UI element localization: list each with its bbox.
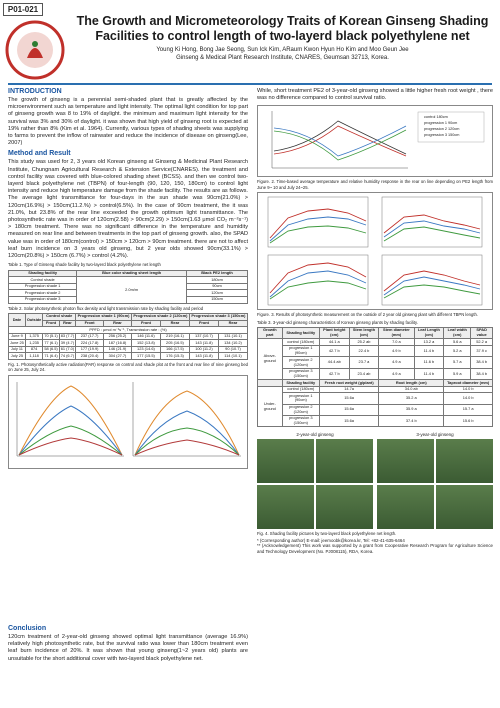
institute-logo [5,20,65,80]
table2-cell: 131 (10.1) [218,333,247,340]
table2-cell: 874 [25,346,42,353]
table1-header: Shading facility [9,270,77,277]
fig3-chart [258,193,492,309]
table3-cell: 42.7 b [319,345,349,356]
table3-cell: 4.9 a [379,357,414,368]
table2-header: Date [9,313,26,326]
table2-cell: 77 (6.1) [44,339,58,345]
conclusion-text: 120cm treatment of 2-year-old ginseng showed optimal light transmittance (average 16.9%) relatively high photosynthetic rate, but the survival ratio was lower than 180cm treatment even leaf burn incidence of 20%. It was shown that young ginseng(1~2 years old) plants are unsuitable for the short additional cover with two-layerd black polyethylene net. [8,634,248,662]
fig1-chart [9,376,247,468]
fig1-panel [8,375,248,469]
table2-cell: 205 (16.5) [160,340,189,347]
table3-cell: 4.9 b [379,345,414,356]
table3-cell: progression 3 (150cm) [282,416,319,427]
fig4-right-label: 3-year-old ginseng [416,432,454,438]
table2-cell: 146 (21.9) [104,346,132,353]
table2-caption: Table 2. Solar photosynthetic photon flux density and light transmission rate by shading facility and period [8,305,204,311]
right-intro-text: While, short treatment PE2 of 3-year-old ginseng showed a little higher fresh root weight , there was no difference compared to control survival ratio. [257,88,493,102]
table3-cell: 35.2 a [379,393,444,404]
table2-cell: 177 (15.5) [131,353,160,360]
fig3-subplot-3 [268,255,368,305]
table3-group-cell: Under-ground [258,386,283,427]
table3-spacer [258,380,283,387]
legend-item: progression 3 150cm [424,133,460,138]
photo-2yr-c [257,485,314,529]
photo-2yr-a [257,439,314,483]
table3-cell: 34.0 ab [379,386,444,393]
table2-cell: 83 (7.7) [60,333,75,339]
table2-cell: 123 (14.6) [131,346,160,353]
fig1-caption: Fig. 1. Photosynthetically active radiation(PAR) response on control and shade plot at the front and rear line of nine ginseng bed on June 25, July 24. [8,362,248,373]
fig4-left [257,431,373,528]
table3-caption: Table 3. 3-year-old ginseng characteristics of Korean ginseng plants by shading facility. [257,319,418,325]
table3-cell: 44.4 ab [319,357,349,368]
table3 [257,327,493,427]
table3-cell: 11.6 b [414,357,444,368]
intro-heading: INTRODUCTION [8,88,62,95]
table2 [8,313,248,360]
table2-header: Outside [25,313,42,326]
table3-cell: 15.7 a [444,404,493,415]
conclusion-heading: Conclusion [8,625,47,632]
footnote-1: * (Corresponding author) E-mail: jeemoobk@korea.kr, Tel: +82-41-635-6464 [257,538,405,543]
table2-cell: 1,375 [25,333,42,340]
fig4-panel [257,431,493,528]
table-row [258,416,493,427]
table3-header: Leaf width (cm) [444,328,471,339]
table3-cell: 5.7 a [444,357,471,368]
table2-header: Progression shade 1 (90cm) [77,313,130,319]
table1-merged-cell: 2.0m/m [77,277,187,303]
table-row [9,346,248,353]
table3-above-body [258,339,493,380]
table3-cell: 44.1 a [319,339,349,346]
method-text: This study was used for 2, 3 years old Korean ginseng at Ginseng & Medicinal Plant Research Institute, Chungnam Agricultural Research & Extension Service(CNARES). the treatment and control facility was covered with blue-colored shading sheet (BCSS). and then we control two-layerd black polyethylene net (TBPN) of four-length (90, 120, 150, 180cm) to control light intensity and reduce high temperature damage from the shade facility. The results are as follows. The average light transmittance for four-days in the sun shade was 90cm(21.0%) > 120cm(16.9%) > 150cm(11.2.%) > control(6.5%). In the case of 90cm treatment, the it was 21.0%, but 23.8% of the rear line exceeded the growth optimum light transmittance. The photosynthetic rate was in order of 120cm(2.58) > 90cm(2.29) > 150cm(1.63 μmol CO₂ m⁻²s⁻¹) > 180cm treatment. There was no significant difference in the temperature and humidity measured on rear line and between treatments in the top part of ginseng growth. also, the SPAD value was in order of 180cm(control) > 150cm > 120cm > 90cm treatment. there are not to affect leaf burn incidence on 3 years old ginseng, but 2 year olds showed 90cm(33.1%) > 120cm(20.8%) > 150cm (6.7%) > control (4.2%). [8,159,248,260]
table3-cell: 23.4 ab [349,368,379,379]
table1-cell: 90cm [187,283,248,290]
table2-cell: 39 (4.7) [60,339,75,345]
fig3-subplot-1 [268,197,368,247]
table3-cell: 38.4 b [471,357,493,368]
table2-cell: 237 (17.7) [76,333,104,340]
table1-cell: Control shade [9,277,77,284]
photo-2yr-b [316,439,373,483]
fig2-caption: Figure. 2. Time-based average temperature and relative humidity response in the rear on line depending on PE2 length from June 9~ 10 and July 24~25. [257,179,493,190]
fig3-subplot-4 [382,255,482,305]
table2-cell: July 11 [9,346,26,353]
table3-header: Stem length (cm) [349,328,379,339]
photo-2yr-d [316,485,373,529]
table-row [258,404,493,415]
table3-cell: 38.4 b [471,368,493,379]
table3-cell: 25.2 ab [349,339,379,346]
table1-cell: Progression shade 1 [9,283,77,290]
table3-cell: 15.6a [319,416,378,427]
title-line-1: The Growth and Micrometeorology Traits of Korean Ginseng Shading [76,14,489,28]
table3-cell: progression 1 (90cm) [282,345,319,356]
table3-header: Plant height (cm) [319,328,349,339]
table2-cell: 1,235 [25,340,42,347]
table3-cell: 23.7 a [349,357,379,368]
table2-cell: 304 (27.7) [104,353,132,360]
table3-header: Growth part [258,328,283,339]
photo-3yr-c [377,485,434,529]
fig3-subplot-2 [382,197,482,247]
table3-cell: 42.7 b [319,368,349,379]
photo-3yr-b [436,439,493,483]
affiliation: Ginseng & Medical Plant Research Institute, CNARES, Geumsan 32713, Korea. [176,55,389,61]
legend-item: control 180cm [424,115,448,120]
table3-header: Taproot diameter (mm) [444,380,493,387]
fig1-subplot-2 [133,382,241,456]
table2-cell: 100 (11.2) [189,346,218,353]
table2-body [9,333,248,359]
photo-3yr-d [436,485,493,529]
table2-cell: 137 (10.7) [189,333,218,340]
table2-cell: 146 (11.6) [131,333,160,340]
table1-cell: 120cm [187,290,248,297]
table-row [9,333,248,340]
table2-cell: 71 (6.4) [44,352,58,358]
table1-cell: 150cm [187,296,248,303]
fig1-subplot-1 [17,382,124,456]
table-row [258,357,493,368]
table2-cell: June 9 [9,333,26,340]
table3-cell: 15.6 b [444,416,493,427]
table2-cell: 256 (25.2) [104,333,132,340]
table3-cell: 14.0 b [444,386,493,393]
table3-cell: 4.9 a [379,368,414,379]
table-row [258,368,493,379]
table3-header: Root length (cm) [379,380,444,387]
table2-cell: 143 (11.8) [189,353,218,360]
table2-cell: 177 (19.9) [76,346,104,353]
fig3-panel [257,192,493,310]
table2-header: Progression shade 3 (150cm) [189,313,247,320]
table2-subheader: Front [131,320,160,327]
table2-cell: 74 (6.7) [60,352,75,358]
table3-group-cell: Above-ground [258,339,283,380]
table2-header: Control shade [43,313,76,320]
table3-header: Shading facility [282,380,319,387]
table2-header: Progression shade 2 (120cm) [133,313,188,319]
table-row [258,393,493,404]
fig4-caption: Fig. 4. Shading facility pictures by two-layerd black polyethylene net length. [257,530,397,536]
table1-cell: 180cm [187,277,248,284]
table3-cell: 52.2 a [471,339,493,346]
table3-cell: control (180cm) [282,386,319,393]
table3-cell: progression 1 (90cm) [282,393,319,404]
table2-cell: July 25 [9,353,26,360]
table1-header: Blue color shading sheet length [77,270,187,277]
table2-cell: 166 (17.5) [160,346,189,353]
table2-cell: 61 (7.0) [60,346,75,352]
table3-cell: 11.4 b [414,368,444,379]
table3-cell: 14.0 b [444,393,493,404]
table2-cell: 152 (13.8) [131,340,160,347]
table2-cell: 134 (10.2) [218,340,247,347]
table3-cell: 5.6 a [444,339,471,346]
table2-subheader: Rear [59,320,75,327]
table2-cell: 70 (5.1) [44,333,58,339]
table-row [258,345,493,356]
table3-cell: 14.7a [319,386,378,393]
table2-cell: 90 (10.7) [218,346,247,353]
table3-header: SPAD value [471,328,493,339]
table2-cell: 143 (11.8) [189,340,218,347]
intro-text: The growth of ginseng is a perennial semi-shaded plant that is greatly affected by the microenvironment such as temperature and light intensity. The optimal light condition for top part of ginseng growth was 8 to 19% of daylight. the minimum and maximum light intensity for the survival was 3% and 30% of daylight. it was shown that high yield of ginseng root is expected at 19% rather than 8% (Kim et al. 1964). Currently, various types of shading sheets was supplying to farms to prevent the inflow of rainwater and reduce the incidence of disease on ginseng(Lee, 2007) [8,97,248,147]
table2-subheader: Rear [218,320,247,327]
table3-cell: progression 2 (120cm) [282,404,319,415]
fig2-legend [424,114,459,138]
table2-cell: 187 (16.8) [104,340,132,347]
table3-cell: control (180cm) [282,339,319,346]
table2-cell: 1,118 [25,353,42,360]
table3-cell: 5.9 a [444,368,471,379]
table3-cell: 15.6a [319,404,378,415]
legend-item: progression 1 90cm [424,121,458,126]
table2-cell: 219 (16.1) [160,333,189,340]
table3-cell: 37.4 b [379,416,444,427]
table-row [258,386,493,393]
table-row [9,353,248,360]
table3-header: Stem diameter (mm) [379,328,414,339]
fig2-panel [257,105,493,177]
table3-cell: 11.4 b [414,345,444,356]
table2-subheader: Front [76,320,104,327]
table2-subheader: Front [189,320,218,327]
table2-cell: 114 (10.1) [218,353,247,360]
table1-header: Black PE2 length [187,270,248,277]
table3-header: Shading facility [282,328,319,339]
table3-under-body [258,386,493,427]
photo-3yr-a [377,439,434,483]
table2-units-note: PPFD : μmol m⁻²s⁻¹, Transmission rate : (%) [9,327,248,334]
poster-title [70,14,495,44]
fig3-caption: Figure. 3. Results of photosynthetic measurement on the outside of 2 year old ginseng plant with different TBPN length. [257,312,478,318]
table1-cell: Progression shade 3 [9,296,77,303]
table3-cell: 22.4 b [349,345,379,356]
table3-cell: 7.0 a [379,339,414,346]
table2-cell: 58 (6.5) [44,346,58,352]
conclusion-section [8,625,248,663]
author-block [70,46,495,62]
table2-cell: 176 (15.3) [160,353,189,360]
table3-cell: 5.2 a [444,345,471,356]
table1-caption: Table 1. Type of Ginseng shade facility by two-layerd black polyethylene net length [8,262,161,268]
table2-cell: 238 (20.4) [76,353,104,360]
method-heading: Method and Result [8,150,71,158]
table2-cell: 224 (17.8) [76,340,104,347]
table3-cell: 35.9 a [379,404,444,415]
header-rule [8,83,492,85]
table3-cell: progression 2 (120cm) [282,357,319,368]
table3-cell: 15.6a [319,393,378,404]
title-line-2: Facilities to control length of two-layerd black polyethylene net [95,29,470,43]
table2-subheader: Rear [104,320,132,327]
table3-cell: 37.9 c [471,345,493,356]
table1 [8,270,248,304]
poster-id: P01-021 [3,3,43,16]
table3-header: Leaf Length (cm) [414,328,444,339]
table3-header: Fresh root weight (g/plant) [319,380,378,387]
table2-subheader: Front [43,320,59,327]
table1-cell: Progression shade 2 [9,290,77,297]
fig4-left-label: 2-year-old ginseng [296,432,334,438]
table3-cell: 13.2 a [414,339,444,346]
fig4-right [377,431,493,528]
right-column [257,88,493,554]
footnote-2: ** (Acknowledgement) This work was supported by a grant from Cooperative Research Program for Agriculture Science and Technology Development (No. PJ008115), RDA, Korea. [257,543,493,554]
table3-cell: progression 3 (150cm) [282,368,319,379]
legend-item: progression 2 120cm [424,127,460,132]
table2-subheader: Rear [160,320,189,327]
left-column [8,88,248,469]
table2-cell: June 25 [9,339,24,345]
authors: Young Ki Hong, Bong Jae Seong, Sun Ick Kim, ARaum Kwon Hyun Ho Kim and Moo Geun Jee [156,47,409,53]
